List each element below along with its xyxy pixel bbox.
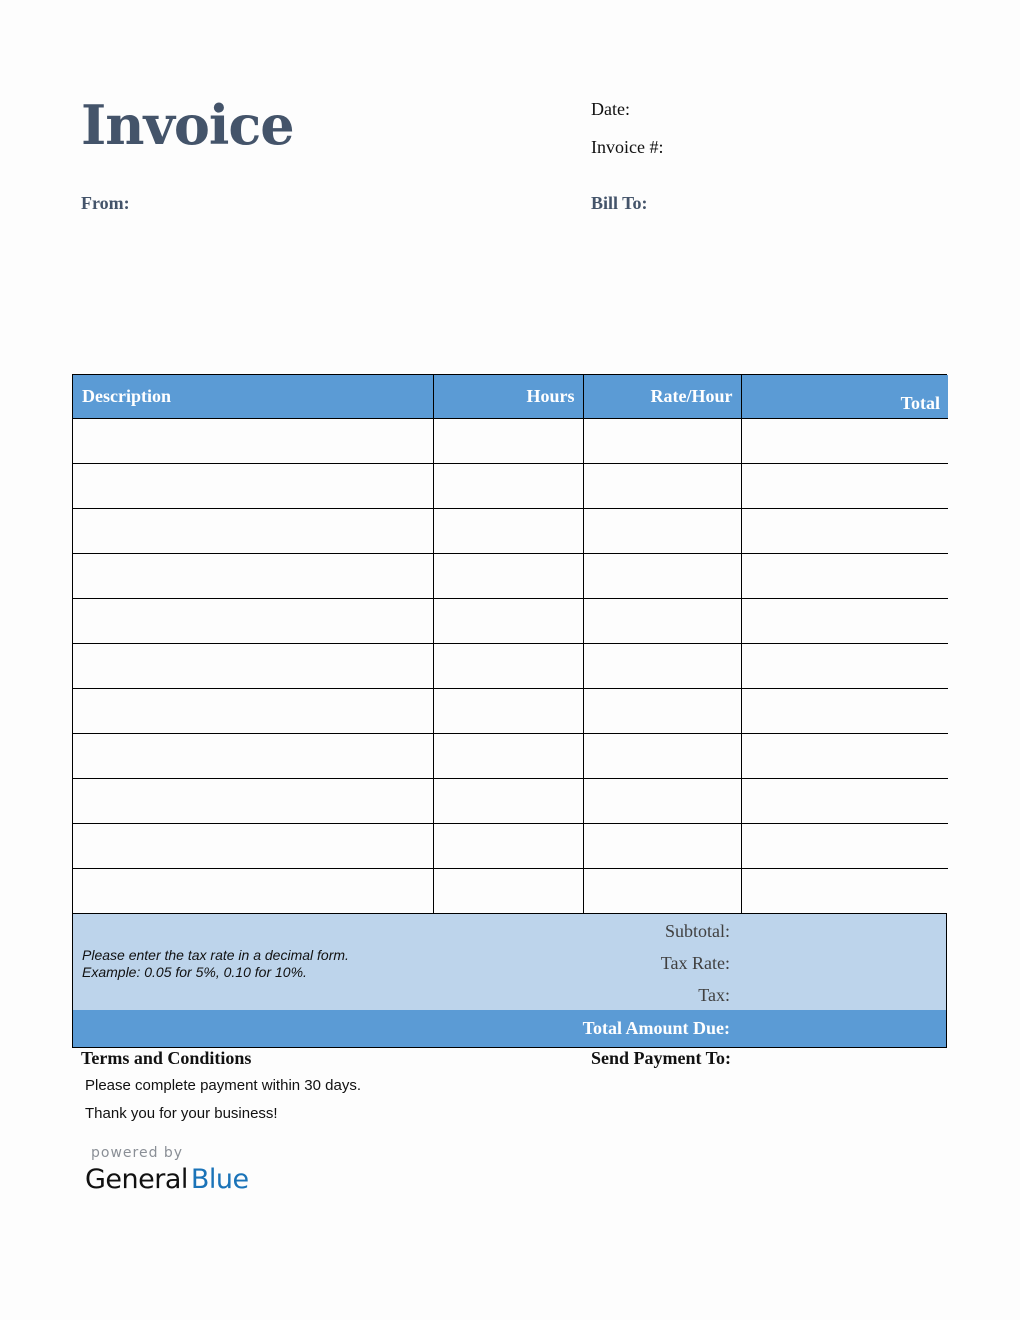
cell-hours[interactable] (433, 509, 583, 554)
cell-description[interactable] (73, 599, 433, 644)
generalblue-logo (85, 1164, 249, 1195)
send-payment-label: Send Payment To: (591, 1048, 732, 1068)
cell-hours[interactable] (433, 644, 583, 689)
cell-rate-hour[interactable] (583, 689, 741, 734)
terms-line-2: Thank you for your business! (85, 1105, 278, 1122)
cell-hours[interactable] (433, 464, 583, 509)
table-row (73, 869, 948, 914)
line-items-table (72, 374, 947, 1048)
cell-hours[interactable] (433, 869, 583, 914)
cell-rate-hour[interactable] (583, 509, 741, 554)
column-header-hours: Hours (433, 375, 583, 419)
invoice-number-label: Invoice #: (591, 137, 664, 157)
table-row (73, 554, 948, 599)
cell-rate-hour[interactable] (583, 779, 741, 824)
tax-rate-label: Tax Rate: (660, 953, 730, 973)
brand-blue: Blue (190, 1164, 249, 1195)
cell-hours[interactable] (433, 554, 583, 599)
table-row (73, 734, 948, 779)
cell-rate-hour[interactable] (583, 464, 741, 509)
cell-description[interactable] (73, 779, 433, 824)
table-row (73, 689, 948, 734)
cell-hours[interactable] (433, 599, 583, 644)
cell-description[interactable] (73, 419, 433, 464)
cell-description[interactable] (73, 689, 433, 734)
summary-section (73, 913, 946, 1010)
tax-note-line-1: Please enter the tax rate in a decimal form. (82, 947, 349, 963)
cell-total[interactable] (741, 419, 948, 464)
table-header-row (73, 375, 948, 419)
table-row (73, 464, 948, 509)
cell-description[interactable] (73, 869, 433, 914)
cell-total[interactable] (741, 779, 948, 824)
cell-hours[interactable] (433, 689, 583, 734)
column-header-rate-hour: Rate/Hour (583, 375, 741, 419)
cell-hours[interactable] (433, 419, 583, 464)
tax-note-line-2: Example: 0.05 for 5%, 0.10 for 10%. (82, 964, 307, 980)
cell-description[interactable] (73, 464, 433, 509)
date-label: Date: (591, 99, 630, 119)
column-header-total: Total (741, 375, 948, 419)
cell-rate-hour[interactable] (583, 554, 741, 599)
cell-description[interactable] (73, 509, 433, 554)
cell-rate-hour[interactable] (583, 824, 741, 869)
cell-description[interactable] (73, 554, 433, 599)
cell-description[interactable] (73, 734, 433, 779)
table-row (73, 779, 948, 824)
brand-general: General (85, 1164, 188, 1195)
table-row (73, 644, 948, 689)
subtotal-label: Subtotal: (664, 921, 730, 941)
tax-rate-note (82, 947, 349, 981)
cell-hours[interactable] (433, 824, 583, 869)
cell-rate-hour[interactable] (583, 419, 741, 464)
table-row (73, 599, 948, 644)
table-row (73, 419, 948, 464)
cell-rate-hour[interactable] (583, 734, 741, 779)
column-header-description: Description (73, 375, 433, 419)
cell-total[interactable] (741, 644, 948, 689)
cell-rate-hour[interactable] (583, 599, 741, 644)
cell-total[interactable] (741, 509, 948, 554)
cell-total[interactable] (741, 689, 948, 734)
cell-total[interactable] (741, 734, 948, 779)
cell-total[interactable] (741, 824, 948, 869)
cell-description[interactable] (73, 644, 433, 689)
summary-labels (661, 920, 730, 1016)
terms-line-1: Please complete payment within 30 days. (85, 1077, 361, 1094)
cell-total[interactable] (741, 554, 948, 599)
tax-label: Tax: (698, 985, 730, 1005)
from-label: From: (81, 193, 130, 213)
cell-rate-hour[interactable] (583, 869, 741, 914)
page-title: Invoice (81, 93, 294, 157)
table-row (73, 824, 948, 869)
cell-hours[interactable] (433, 734, 583, 779)
powered-by-text: powered by (91, 1145, 184, 1161)
cell-description[interactable] (73, 824, 433, 869)
total-due-bar (73, 1010, 946, 1047)
bill-to-label: Bill To: (591, 193, 648, 213)
total-amount-due-label: Total Amount Due: (582, 1018, 730, 1038)
cell-hours[interactable] (433, 779, 583, 824)
cell-total[interactable] (741, 599, 948, 644)
cell-total[interactable] (741, 869, 948, 914)
terms-heading: Terms and Conditions (81, 1048, 252, 1068)
table-row (73, 509, 948, 554)
cell-rate-hour[interactable] (583, 644, 741, 689)
cell-total[interactable] (741, 464, 948, 509)
